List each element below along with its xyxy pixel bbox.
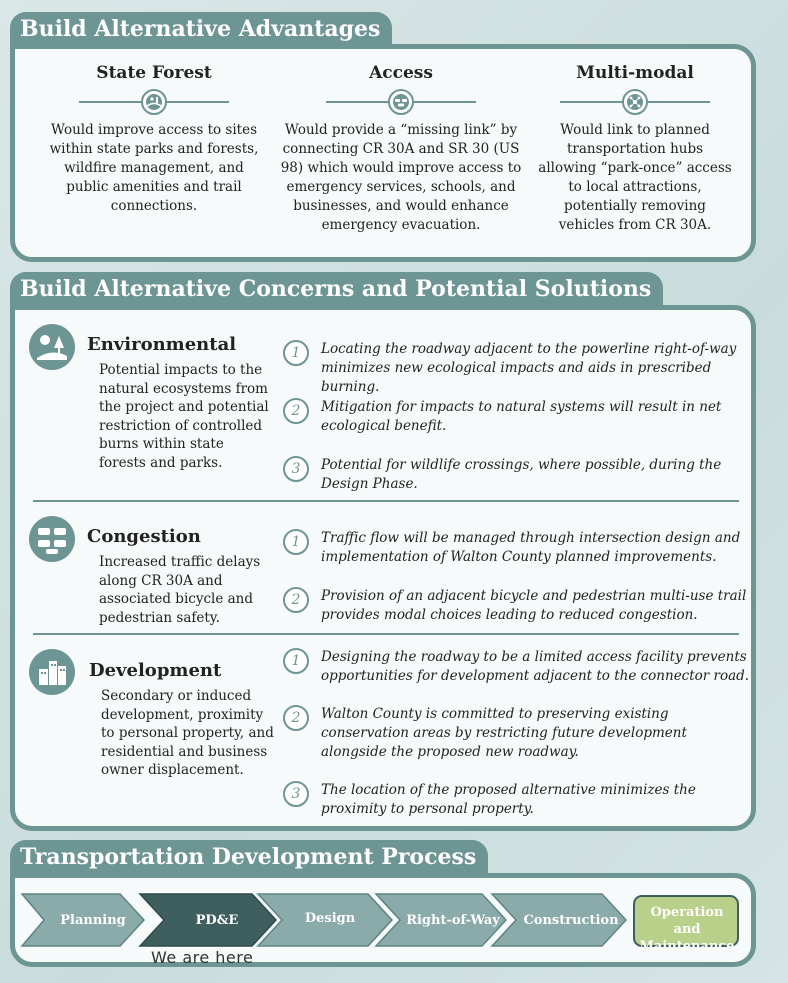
advantages-panel <box>10 44 756 262</box>
solution-text: Mitigation for impacts to natural systems will result in net ecological benefit. <box>321 399 722 434</box>
solution-text: Provision of an adjacent bicycle and pedestrian multi-use trail provides modal choices leading to reduced congestion. <box>321 588 747 623</box>
advantage-rule <box>560 89 710 115</box>
solution-text: Potential for wildlife crossings, where possible, during the Design Phase. <box>321 457 722 492</box>
solution-number: 1 <box>283 529 309 555</box>
advantage-access <box>277 63 525 235</box>
section-divider <box>33 500 739 502</box>
solution-text: The location of the proposed alternative minimizes the proximity to personal property. <box>321 782 696 817</box>
solution-number: 3 <box>283 456 309 482</box>
concerns-title: Build Alternative Concerns and Potential Solutions <box>10 272 663 308</box>
concern-heading: Development <box>89 660 222 681</box>
advantage-heading: Multi-modal <box>576 63 694 83</box>
concern-heading: Environmental <box>87 334 237 355</box>
concern-description: Increased traffic delays along CR 30A and associated bicycle and pedestrian safety. <box>99 554 261 626</box>
advantage-rule <box>326 89 476 115</box>
solution-number: 3 <box>283 781 309 807</box>
step-pde: PD&E <box>195 913 239 928</box>
step-construction: Construction <box>523 913 619 928</box>
solution-number: 2 <box>283 398 309 424</box>
advantage-text: Would link to planned transportation hubs allowing “park-once” access to local attractions, potentially removing vehicles from CR 30A. <box>538 122 732 233</box>
advantage-text: Would provide a “missing link” by connecting CR 30A and SR 30 (US 98) which would improve access to emergency services, schools, and businesses, and would enhance emergency evacuation. <box>280 122 522 233</box>
advantages-title: Build Alternative Advantages <box>10 12 392 48</box>
advantage-multi-modal <box>537 63 733 235</box>
solution-number: 2 <box>283 587 309 613</box>
solution-text: Locating the roadway adjacent to the powerline right-of-way minimizes new ecological impacts and aids in prescribed burning. <box>321 341 737 395</box>
concerns-panel <box>10 305 756 831</box>
section-divider <box>33 633 739 635</box>
step-planning: Planning <box>60 913 126 928</box>
traffic-icon <box>388 89 414 115</box>
advantage-state-forest <box>49 63 259 216</box>
process-title: Transportation Development Process <box>10 840 488 876</box>
advantage-heading: State Forest <box>96 63 212 83</box>
nature-icon <box>29 324 75 370</box>
concern-heading: Congestion <box>87 526 201 547</box>
advantage-text: Would improve access to sites within state parks and forests, wildfire management, and public amenities and trail connections. <box>49 122 259 214</box>
solution-number: 1 <box>283 648 309 674</box>
step-operation: Operation and Maintenance <box>639 905 735 954</box>
cars-icon <box>29 516 75 562</box>
advantage-heading: Access <box>369 63 433 83</box>
step-right-of-way: Right-of-Way <box>406 913 500 928</box>
solution-text: Traffic flow will be managed through intersection design and implementation of Walton County planned improvements. <box>321 530 741 565</box>
advantage-rule <box>79 89 229 115</box>
buildings-icon <box>29 649 75 695</box>
concern-description: Potential impacts to the natural ecosystems from the project and potential restriction of controlled burns within state forests and parks. <box>99 362 269 471</box>
solution-number: 2 <box>283 705 309 731</box>
forest-icon <box>141 89 167 115</box>
step-design: Design <box>304 911 356 926</box>
solution-number: 1 <box>283 340 309 366</box>
concern-description: Secondary or induced development, proximity to personal property, and residential and business owner displacement. <box>101 688 274 778</box>
process-panel <box>10 873 756 967</box>
network-icon <box>622 89 648 115</box>
solution-text: Designing the roadway to be a limited access facility prevents opportunities for development adjacent to the connector road. <box>321 649 750 684</box>
solution-text: Walton County is committed to preserving existing conservation areas by restricting future development alongside the proposed new roadway. <box>321 706 687 760</box>
current-stage-marker: We are here <box>151 948 254 967</box>
